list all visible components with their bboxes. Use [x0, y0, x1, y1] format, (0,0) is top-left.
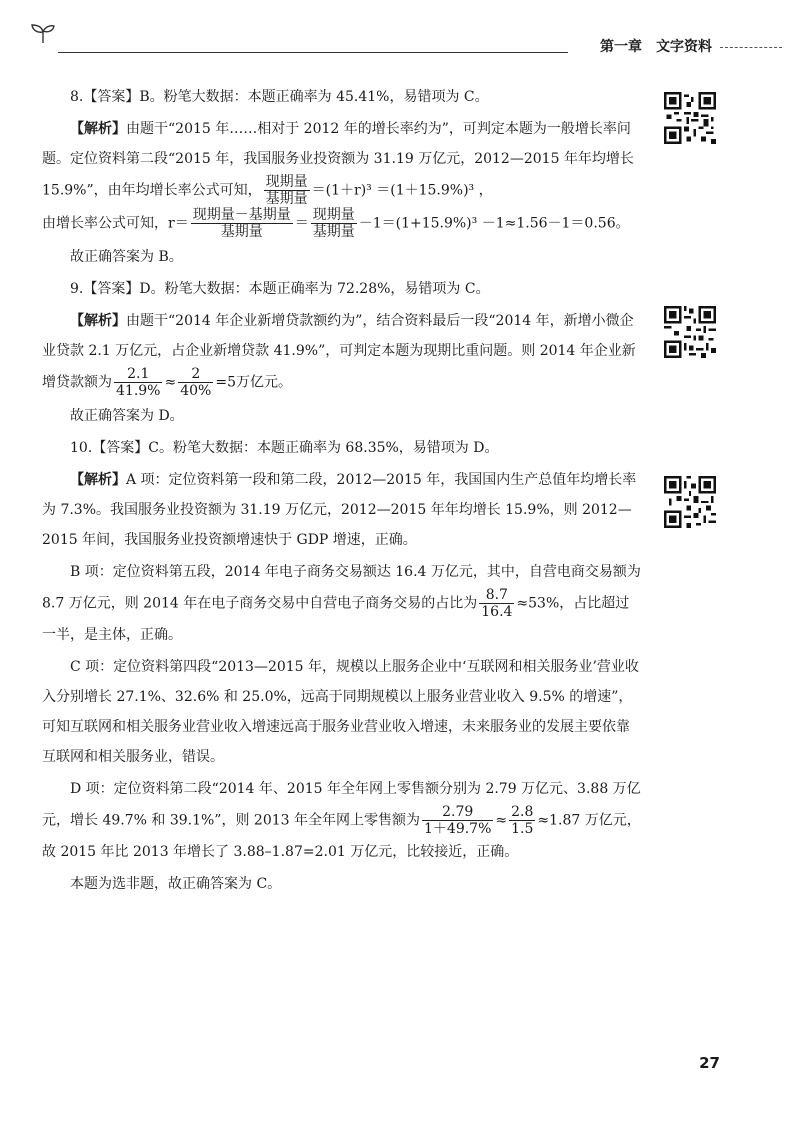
- q9-fraction-2: [178, 366, 213, 399]
- q10-d-fraction-2: [509, 804, 535, 837]
- q8-analysis-text: 由题干“2015 年……相对于 2012 年的增长率约为”，可判定本题为一般增长率问题。定位资料第二段“2015 年，我国服务业投资额为 31.19 万亿元，2012—2015 年年均增长 15.9%”，由年均增长率公式可知，: [42, 121, 634, 199]
- q10-analysis-tag: 【解析】: [70, 472, 126, 488]
- q9-answer-line: 9.【答案】D。粉笔大数据：本题正确率为 72.28%，易错项为 C。: [70, 281, 490, 297]
- q8-eq2-mid: ＝: [294, 215, 309, 232]
- q8-fraction-growth: [191, 207, 293, 240]
- q10-b-text: B 项：定位资料第五段，2014 年电子商务交易额达 16.4 万亿元，其中，自营电商交易额为 8.7 万亿元，则 2014 年在电子商务交易中自营电子商务交易的占比为: [42, 564, 641, 612]
- fraction-numerator: 现期量: [265, 174, 308, 190]
- q10-d-fraction-1: [422, 804, 493, 837]
- q9-analysis: [42, 306, 642, 399]
- q10-conclusion: 本题为选非题，故正确答案为 C。: [70, 876, 282, 892]
- fraction-denominator: 41.9%: [116, 383, 161, 399]
- q10-option-c: C 项：定位资料第四段“2013—2015 年，规模以上服务企业中‘互联网和相关服务业’营业收入分别增长 27.1%、32.6% 和 25.0%，远高于同期规模以上服务业营业收入 9.5% 的增速”，可知互联网和相关服务业营业收入增速远高于服务业营业收入增速，未来服务业的发展主要依靠互联网和相关服务业，错误。: [42, 659, 639, 765]
- q9-tail: =5万亿元。: [215, 374, 292, 391]
- q10-option-d: [42, 774, 642, 867]
- fraction-numerator: 现期量: [312, 207, 355, 223]
- fraction-numerator: 2.8: [511, 804, 534, 820]
- q10-option-a: [42, 465, 642, 555]
- page-header: [0, 0, 800, 70]
- fraction-denominator: 基期量: [220, 224, 263, 240]
- q9-analysis-tag: 【解析】: [70, 313, 126, 329]
- sprout-icon: [30, 22, 56, 44]
- fraction-numerator: 8.7: [479, 587, 514, 604]
- header-dots: [720, 47, 782, 48]
- q10-d-tail: 1.87 万亿元，故 2015 年比 2013 年增长了 3.88–1.87=2.01 万亿元，比较接近，正确。: [42, 812, 641, 860]
- fraction-denominator: 16.4: [481, 604, 513, 620]
- fraction-numerator: 2.79: [422, 804, 493, 821]
- fraction-numerator: 2: [178, 366, 213, 383]
- fraction-numerator: 现期量－基期量: [192, 207, 291, 223]
- q8-answer-line: 8.【答案】B。粉笔大数据：本题正确率为 45.41%，易错项为 C。: [70, 89, 489, 105]
- fraction-denominator: 1.5: [511, 821, 534, 837]
- q8-analysis-tag: 【解析】: [70, 121, 126, 137]
- qr-code-icon[interactable]: [664, 92, 716, 144]
- header-title: [600, 36, 782, 56]
- q8-eq1-tail: ＝(1＋r)³ ＝(1＋15.9%)³ ，: [311, 182, 493, 199]
- chapter-label: 第一章: [600, 39, 642, 55]
- q10-a-text: A 项：定位资料第一段和第二段，2012—2015 年，我国国内生产总值年均增长率为 7.3%。我国服务业投资额为 31.19 万亿元，2012—2015 年年均增长 15.9%，则 2012—2015 年间，我国服务业投资额增速快于 GDP 增速，正确。: [42, 472, 637, 548]
- q8-growth-formula: [42, 207, 642, 240]
- q8-eq2-pre: 由增长率公式可知，r＝: [42, 215, 189, 232]
- q8-analysis: [42, 114, 642, 207]
- section-label: 文字资料: [656, 39, 712, 55]
- q10-answer-line: 10.【答案】C。粉笔大数据：本题正确率为 68.35%，易错项为 D。: [70, 440, 499, 456]
- q10-b-fraction: [479, 587, 514, 620]
- fraction-denominator: 1＋49.7%: [424, 821, 492, 837]
- q10-option-b: [42, 557, 642, 650]
- q10-d-approx-1: ≈: [495, 812, 508, 829]
- q9-conclusion: 故正确答案为 D。: [70, 408, 184, 424]
- qr-code-icon[interactable]: [664, 306, 716, 358]
- fraction-numerator: 2.1: [114, 366, 162, 383]
- q8-fraction-current-base: [264, 174, 310, 207]
- q10-b-tail: ≈53%，占比超过一半，是主体，正确。: [42, 595, 630, 643]
- q9-approx: ≈: [164, 374, 177, 391]
- page-content: [42, 82, 642, 899]
- fraction-denominator: 基期量: [312, 224, 355, 240]
- q8-eq2-tail: －1＝(1+15.9%)³ －1≈1.56－1＝0.56。: [358, 215, 630, 232]
- fraction-denominator: 基期量: [265, 191, 308, 207]
- q8-fraction-ratio: [311, 207, 357, 240]
- q10-d-approx-2: ≈: [537, 812, 550, 829]
- q8-conclusion: 故正确答案为 B。: [70, 249, 183, 265]
- header-rule: [58, 52, 568, 53]
- q10-d-text: D 项：定位资料第二段“2014 年、2015 年全年网上零售额分别为 2.79 万亿元、3.88 万亿元，增长 49.7% 和 39.1%”，则 2013 年全年网上零售额为: [42, 781, 641, 829]
- page-number: 27: [699, 1054, 720, 1072]
- qr-code-icon[interactable]: [664, 476, 716, 528]
- fraction-denominator: 40%: [180, 383, 212, 399]
- q9-analysis-text: 由题干“2014 年企业新增贷款额约为”，结合资料最后一段“2014 年，新增小微企业贷款 2.1 万亿元，占企业新增贷款 41.9%”，可判定本题为现期比重问题。则 2014 年企业新增贷款额为: [42, 313, 636, 391]
- q9-fraction-1: [114, 366, 162, 399]
